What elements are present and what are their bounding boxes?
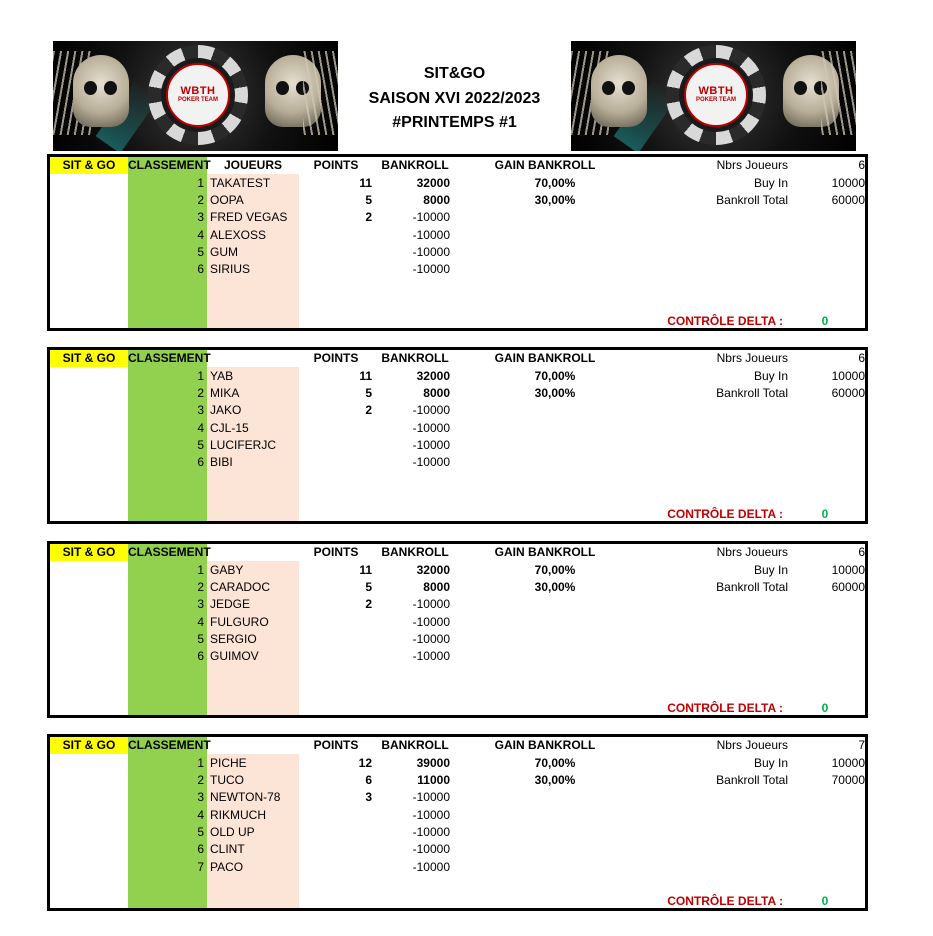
player-name: SIRIUS xyxy=(210,262,251,277)
sitgo-table xyxy=(47,154,868,331)
rank-cell: 6 xyxy=(197,262,204,277)
title-line-1: SIT&GO xyxy=(423,65,486,82)
points-cell: 5 xyxy=(365,192,372,207)
skull-icon xyxy=(591,55,647,127)
bankroll-cell: 32000 xyxy=(416,562,450,577)
points-cell xyxy=(312,420,372,437)
buy-in-value: 10000 xyxy=(831,562,865,577)
bankroll-total-label: Bankroll Total xyxy=(716,386,788,400)
bankroll-cell: -10000 xyxy=(412,824,450,839)
sitgo-label: SIT & GO xyxy=(50,157,128,174)
rank-cell: 2 xyxy=(197,192,204,207)
bankroll-header: BANKROLL xyxy=(381,545,449,559)
logo-subtext: POKER TEAM xyxy=(177,97,218,103)
bankroll-cell: -10000 xyxy=(412,455,450,470)
points-cell xyxy=(312,261,372,278)
sitgo-label: SIT & GO xyxy=(50,350,128,367)
points-cell xyxy=(312,614,372,631)
controle-delta-label: CONTRÔLE DELTA : xyxy=(667,894,783,908)
logo-text: WBTH xyxy=(180,85,216,97)
points-cell xyxy=(312,859,372,876)
player-name: BIBI xyxy=(210,455,233,470)
player-name: SERGIO xyxy=(210,631,257,646)
controle-delta-value: 0 xyxy=(821,894,829,908)
player-name: TAKATEST xyxy=(210,175,271,190)
gain-bankroll-header: GAIN BANKROLL xyxy=(494,158,596,172)
rank-cell: 4 xyxy=(197,420,204,435)
rank-cell: 2 xyxy=(197,385,204,400)
controle-delta-value: 0 xyxy=(821,314,829,328)
gain-bankroll-cell: 70,00% xyxy=(534,562,576,577)
nbrs-joueurs-label: Nbrs Joueurs xyxy=(716,351,788,365)
buy-in-value: 10000 xyxy=(831,755,865,770)
title-line-2: SAISON XVI 2022/2023 xyxy=(368,90,541,107)
rank-cell: 2 xyxy=(197,772,204,787)
points-header: POINTS xyxy=(313,545,359,559)
sitgo-label: SIT & GO xyxy=(50,737,128,754)
points-header: POINTS xyxy=(313,351,359,365)
rank-cell: 3 xyxy=(197,597,204,612)
rank-cell: 6 xyxy=(197,455,204,470)
nbrs-joueurs-label: Nbrs Joueurs xyxy=(716,158,788,172)
rank-cell: 7 xyxy=(197,859,204,874)
points-cell: 5 xyxy=(365,385,372,400)
rank-cell: 5 xyxy=(197,437,204,452)
gain-bankroll-cell: 30,00% xyxy=(534,772,576,787)
points-cell: 11 xyxy=(359,175,372,190)
classement-header: CLASSEMENT xyxy=(128,351,211,365)
points-cell xyxy=(312,227,372,244)
gain-bankroll-cell: 30,00% xyxy=(534,579,576,594)
points-cell: 11 xyxy=(359,562,372,577)
buy-in-label: Buy In xyxy=(753,755,788,770)
classement-header: CLASSEMENT xyxy=(128,158,211,172)
rank-cell: 1 xyxy=(197,368,204,383)
controle-delta-value: 0 xyxy=(821,701,829,715)
fish-skeleton-icon xyxy=(303,51,338,135)
rank-cell: 1 xyxy=(197,755,204,770)
sitgo-label: SIT & GO xyxy=(50,544,128,561)
points-cell: 2 xyxy=(365,597,372,612)
bankroll-cell: 39000 xyxy=(416,755,450,770)
bankroll-cell: -10000 xyxy=(412,420,450,435)
points-cell xyxy=(312,454,372,471)
nbrs-joueurs-value: 6 xyxy=(858,545,865,559)
rank-cell: 6 xyxy=(197,649,204,664)
rank-cell: 2 xyxy=(197,579,204,594)
buy-in-value: 10000 xyxy=(831,175,865,190)
bankroll-cell: -10000 xyxy=(412,614,450,629)
points-cell xyxy=(312,437,372,454)
team-logo-right xyxy=(571,41,856,151)
gain-bankroll-cell: 70,00% xyxy=(534,175,576,190)
bankroll-cell: -10000 xyxy=(412,227,450,242)
player-name: YAB xyxy=(210,368,234,383)
team-logo-left xyxy=(53,41,338,151)
bankroll-cell: 32000 xyxy=(416,368,450,383)
bankroll-total-value: 60000 xyxy=(831,193,865,207)
player-name: CLINT xyxy=(210,842,245,857)
bankroll-total-value: 60000 xyxy=(831,580,865,594)
bankroll-cell: -10000 xyxy=(412,842,450,857)
player-name: RIKMUCH xyxy=(210,807,266,822)
bankroll-total-label: Bankroll Total xyxy=(716,773,788,787)
gain-bankroll-cell: 30,00% xyxy=(534,385,576,400)
player-name: GUIMOV xyxy=(210,649,259,664)
points-header: POINTS xyxy=(313,738,359,752)
buy-in-value: 10000 xyxy=(831,368,865,383)
player-name: ALEXOSS xyxy=(210,227,267,242)
rank-cell: 3 xyxy=(197,790,204,805)
bankroll-cell: 32000 xyxy=(416,175,450,190)
player-name: CARADOC xyxy=(210,579,271,594)
bankroll-cell: 8000 xyxy=(423,579,450,594)
gain-bankroll-cell: 30,00% xyxy=(534,192,576,207)
controle-delta-value: 0 xyxy=(821,507,829,521)
sitgo-table xyxy=(47,541,868,718)
buy-in-label: Buy In xyxy=(753,175,788,190)
buy-in-label: Buy In xyxy=(753,562,788,577)
points-cell xyxy=(312,807,372,824)
player-name: CJL-15 xyxy=(210,420,249,435)
bankroll-cell: -10000 xyxy=(412,403,450,418)
points-cell: 2 xyxy=(365,403,372,418)
bankroll-total-value: 70000 xyxy=(831,773,865,787)
player-name: PICHE xyxy=(210,755,247,770)
bankroll-header: BANKROLL xyxy=(381,738,449,752)
bankroll-cell: 8000 xyxy=(423,385,450,400)
fish-skeleton-icon xyxy=(821,51,856,135)
rank-cell: 5 xyxy=(197,824,204,839)
logo-text: WBTH xyxy=(698,85,734,97)
rank-cell: 4 xyxy=(197,614,204,629)
sitgo-table xyxy=(47,347,868,524)
player-name: JEDGE xyxy=(210,597,251,612)
gain-bankroll-header: GAIN BANKROLL xyxy=(494,738,596,752)
rank-cell: 3 xyxy=(197,210,204,225)
classement-header: CLASSEMENT xyxy=(128,545,211,559)
player-name: NEWTON-78 xyxy=(210,790,281,805)
gain-bankroll-cell: 70,00% xyxy=(534,755,576,770)
player-name: FULGURO xyxy=(210,614,269,629)
points-cell xyxy=(312,824,372,841)
points-cell: 12 xyxy=(358,755,372,770)
player-name: GABY xyxy=(210,562,244,577)
joueurs-header: JOUEURS xyxy=(223,158,282,172)
player-name: MIKA xyxy=(210,385,240,400)
controle-delta-label: CONTRÔLE DELTA : xyxy=(667,507,783,521)
classement-header: CLASSEMENT xyxy=(128,738,211,752)
bankroll-cell: -10000 xyxy=(412,244,450,259)
points-cell: 11 xyxy=(359,368,372,383)
bankroll-cell: 8000 xyxy=(423,192,450,207)
rank-cell: 4 xyxy=(197,807,204,822)
rank-cell: 4 xyxy=(197,227,204,242)
points-cell: 5 xyxy=(365,579,372,594)
bankroll-cell: -10000 xyxy=(412,210,450,225)
bankroll-cell: 11000 xyxy=(417,772,450,787)
points-cell xyxy=(312,648,372,665)
bankroll-cell: -10000 xyxy=(412,262,450,277)
bankroll-cell: -10000 xyxy=(412,807,450,822)
points-cell: 3 xyxy=(365,790,372,805)
player-name: FRED VEGAS xyxy=(210,210,288,225)
player-name: JAKO xyxy=(210,403,242,418)
rank-cell: 5 xyxy=(197,244,204,259)
bankroll-cell: -10000 xyxy=(412,649,450,664)
bankroll-cell: -10000 xyxy=(412,631,450,646)
points-cell xyxy=(312,244,372,261)
rank-cell: 1 xyxy=(197,562,204,577)
buy-in-label: Buy In xyxy=(753,368,788,383)
nbrs-joueurs-value: 6 xyxy=(858,351,865,365)
gain-bankroll-header: GAIN BANKROLL xyxy=(494,545,596,559)
rank-cell: 5 xyxy=(197,631,204,646)
bankroll-cell: -10000 xyxy=(412,859,450,874)
bankroll-total-label: Bankroll Total xyxy=(716,193,788,207)
sitgo-table xyxy=(47,734,868,911)
nbrs-joueurs-label: Nbrs Joueurs xyxy=(716,545,788,559)
logo-subtext: POKER TEAM xyxy=(695,97,736,103)
bankroll-cell: -10000 xyxy=(412,597,450,612)
controle-delta-label: CONTRÔLE DELTA : xyxy=(667,701,783,715)
controle-delta-label: CONTRÔLE DELTA : xyxy=(667,314,783,328)
bankroll-total-label: Bankroll Total xyxy=(716,580,788,594)
player-name: PACO xyxy=(210,859,244,874)
gain-bankroll-cell: 70,00% xyxy=(534,368,576,383)
nbrs-joueurs-value: 6 xyxy=(858,158,865,172)
player-name: TUCO xyxy=(210,772,244,787)
nbrs-joueurs-value: 7 xyxy=(858,738,865,752)
player-name: OLD UP xyxy=(210,824,255,839)
title-line-3: #PRINTEMPS #1 xyxy=(392,114,517,131)
rank-cell: 1 xyxy=(197,175,204,190)
player-name: OOPA xyxy=(210,192,244,207)
bankroll-header: BANKROLL xyxy=(381,351,449,365)
points-cell: 6 xyxy=(365,772,372,787)
points-cell xyxy=(312,841,372,858)
points-cell: 2 xyxy=(365,210,372,225)
points-cell xyxy=(312,631,372,648)
points-header: POINTS xyxy=(313,158,359,172)
skull-icon xyxy=(73,55,129,127)
player-name: GUM xyxy=(210,244,238,259)
bankroll-total-value: 60000 xyxy=(831,386,865,400)
rank-cell: 6 xyxy=(197,842,204,857)
gain-bankroll-header: GAIN BANKROLL xyxy=(494,351,596,365)
bankroll-cell: -10000 xyxy=(412,437,450,452)
rank-cell: 3 xyxy=(197,403,204,418)
player-name: LUCIFERJC xyxy=(210,437,277,452)
bankroll-header: BANKROLL xyxy=(381,158,449,172)
nbrs-joueurs-label: Nbrs Joueurs xyxy=(716,738,788,752)
bankroll-cell: -10000 xyxy=(412,790,450,805)
